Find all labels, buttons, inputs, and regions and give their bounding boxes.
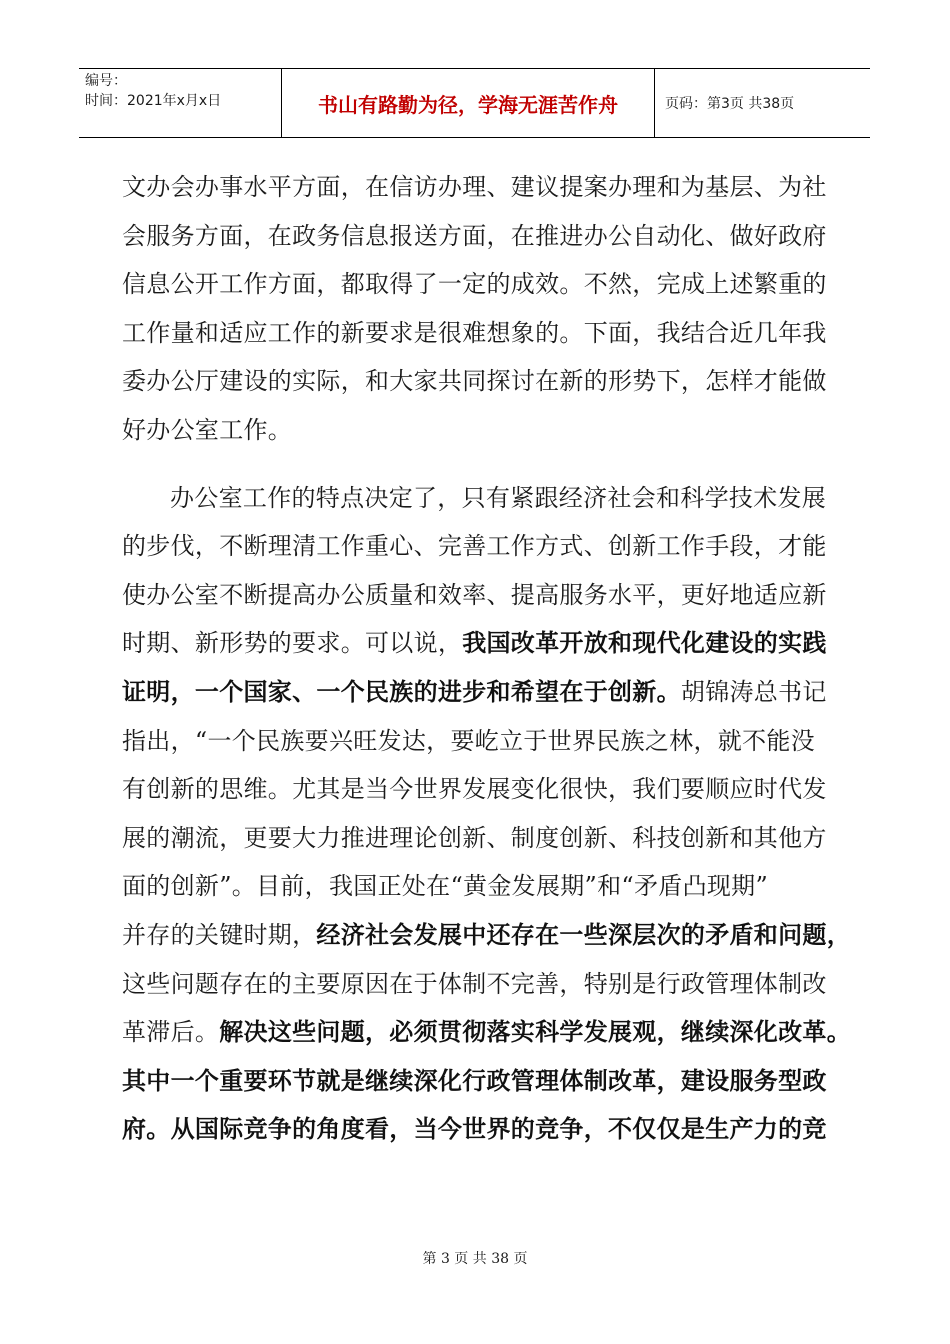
bold-text-run: 经济社会发展中还存在一些深层次的矛盾和问题， <box>316 920 852 949</box>
bold-text-run: 解决这些问题，必须贯彻落实科学发展观，继续深化改革。 <box>219 1018 852 1047</box>
text-line: 会服务方面，在政务信息报送方面，在推进办公自动化、做好政府 <box>122 221 827 250</box>
paragraph-1 <box>122 163 827 455</box>
text-line <box>122 668 827 717</box>
text-line: 办公室工作的特点决定了，只有紧跟经济社会和科学技术发展 <box>170 483 827 512</box>
text-line: 的步伐，不断理清工作重心、完善工作方式、创新工作手段，才能 <box>122 532 827 561</box>
text-run: 并存的关键时期， <box>122 920 317 949</box>
text-line: 展的潮流，更要大力推进理论创新、制度创新、科技创新和其他方 <box>122 823 827 852</box>
text-line: 使办公室不断提高办公质量和效率、提高服务水平，更好地适应新 <box>122 580 827 609</box>
text-line: 面的创新”。目前，我国正处在“黄金发展期”和“矛盾凸现期” <box>122 872 769 901</box>
text-run: 胡锦涛总书记 <box>680 677 827 706</box>
header-motto: 书山有路勤为径，学海无涯苦作舟 <box>282 69 655 137</box>
header-meta <box>79 69 282 137</box>
time-label: 时间：2021年x月x日 <box>85 93 222 109</box>
header-page-info: 页码：第3页 共38页 <box>665 96 795 112</box>
document-header <box>79 68 870 138</box>
text-line: 好办公室工作。 <box>122 415 293 444</box>
text-line: 府。从国际竞争的角度看，当今世界的竞争，不仅仅是生产力的竞 <box>122 1115 827 1144</box>
number-label: 编号： <box>85 73 127 89</box>
text-run: 革滞后。 <box>122 1018 220 1047</box>
text-line <box>122 1008 852 1057</box>
text-line: 指出，“一个民族要兴旺发达，要屹立于世界民族之林，就不能没 <box>122 726 815 755</box>
text-line: 有创新的思维。尤其是当今世界发展变化很快，我们要顺应时代发 <box>122 775 827 804</box>
text-line: 工作量和适应工作的新要求是很难想象的。下面，我结合近几年我 <box>122 318 827 347</box>
text-line: 其中一个重要环节就是继续深化行政管理体制改革，建设服务型政 <box>122 1066 827 1095</box>
text-run: 时期、新形势的要求。可以说， <box>122 629 463 658</box>
text-line: 这些问题存在的主要原因在于体制不完善，特别是行政管理体制改 <box>122 969 827 998</box>
page-footer: 第 3 页 共 38 页 <box>422 1251 528 1267</box>
text-line: 委办公厅建设的实际，和大家共同探讨在新的形势下，怎样才能做 <box>122 367 827 396</box>
document-body <box>122 163 852 1154</box>
text-line <box>122 619 827 668</box>
text-line: 信息公开工作方面，都取得了一定的成效。不然，完成上述繁重的 <box>122 270 827 299</box>
paragraph-2 <box>122 474 852 1154</box>
bold-text-run: 证明，一个国家、一个民族的进步和希望在于创新。 <box>122 677 681 706</box>
text-line: 文办会办事水平方面，在信访办理、建议提案办理和为基层、为社 <box>122 173 827 201</box>
text-line <box>122 911 852 960</box>
bold-text-run: 我国改革开放和现代化建设的实践 <box>462 629 827 658</box>
